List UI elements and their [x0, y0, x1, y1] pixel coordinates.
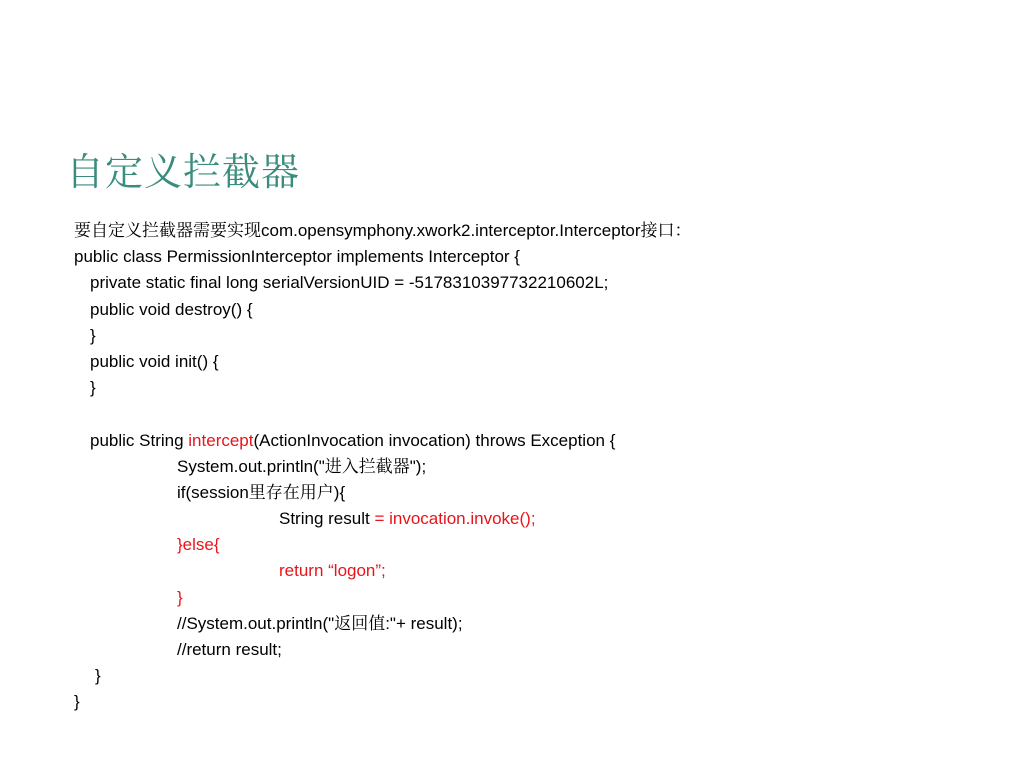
- code-line: [74, 297, 692, 323]
- code-line: [74, 401, 692, 427]
- code-text: String result: [279, 509, 375, 529]
- code-highlight: }: [177, 587, 183, 607]
- code-text: }: [90, 325, 96, 345]
- code-text: 要自定义拦截器需要实现com.opensymphony.xwork2.interceptor.Interceptor接口：: [74, 221, 692, 240]
- code-text: private static final long serialVersionUID = -5178310397732210602L;: [90, 273, 609, 293]
- code-line: [74, 244, 692, 270]
- code-line: [74, 375, 692, 401]
- code-text: (ActionInvocation invocation) throws Exception {: [253, 430, 616, 450]
- code-line: [74, 558, 692, 584]
- code-text: //return result;: [177, 640, 282, 659]
- code-line: [74, 637, 692, 663]
- code-line: [74, 689, 692, 715]
- code-text: }: [95, 666, 101, 686]
- code-line: [74, 270, 692, 296]
- code-text: if(session里存在用户){: [177, 482, 346, 502]
- code-text: public void destroy() {: [90, 299, 253, 319]
- code-line: [74, 532, 692, 558]
- code-line: [74, 428, 692, 454]
- code-line: [74, 585, 692, 611]
- code-line: [74, 663, 692, 689]
- code-text: System.out.println("进入拦截器");: [177, 456, 427, 476]
- code-text: //System.out.println("返回值:"+ result);: [177, 613, 463, 633]
- code-text: public String: [90, 430, 189, 450]
- code-text: public void init() {: [90, 351, 219, 371]
- code-highlight: }else{: [177, 535, 220, 555]
- code-line: [74, 349, 692, 375]
- code-highlight: intercept: [188, 430, 254, 450]
- code-line: [74, 506, 692, 532]
- code-block: [74, 218, 692, 716]
- code-highlight: return “logon”;: [279, 561, 386, 581]
- code-line: [74, 480, 692, 506]
- code-text: }: [74, 692, 80, 712]
- code-text: public class PermissionInterceptor implements Interceptor {: [74, 247, 520, 267]
- code-line: [74, 454, 692, 480]
- code-text: }: [90, 378, 96, 398]
- code-highlight: = invocation.invoke();: [374, 509, 536, 529]
- code-line: [74, 323, 692, 349]
- slide-title: 自定义拦截器: [66, 150, 301, 194]
- code-line: [74, 218, 692, 244]
- code-line: [74, 611, 692, 637]
